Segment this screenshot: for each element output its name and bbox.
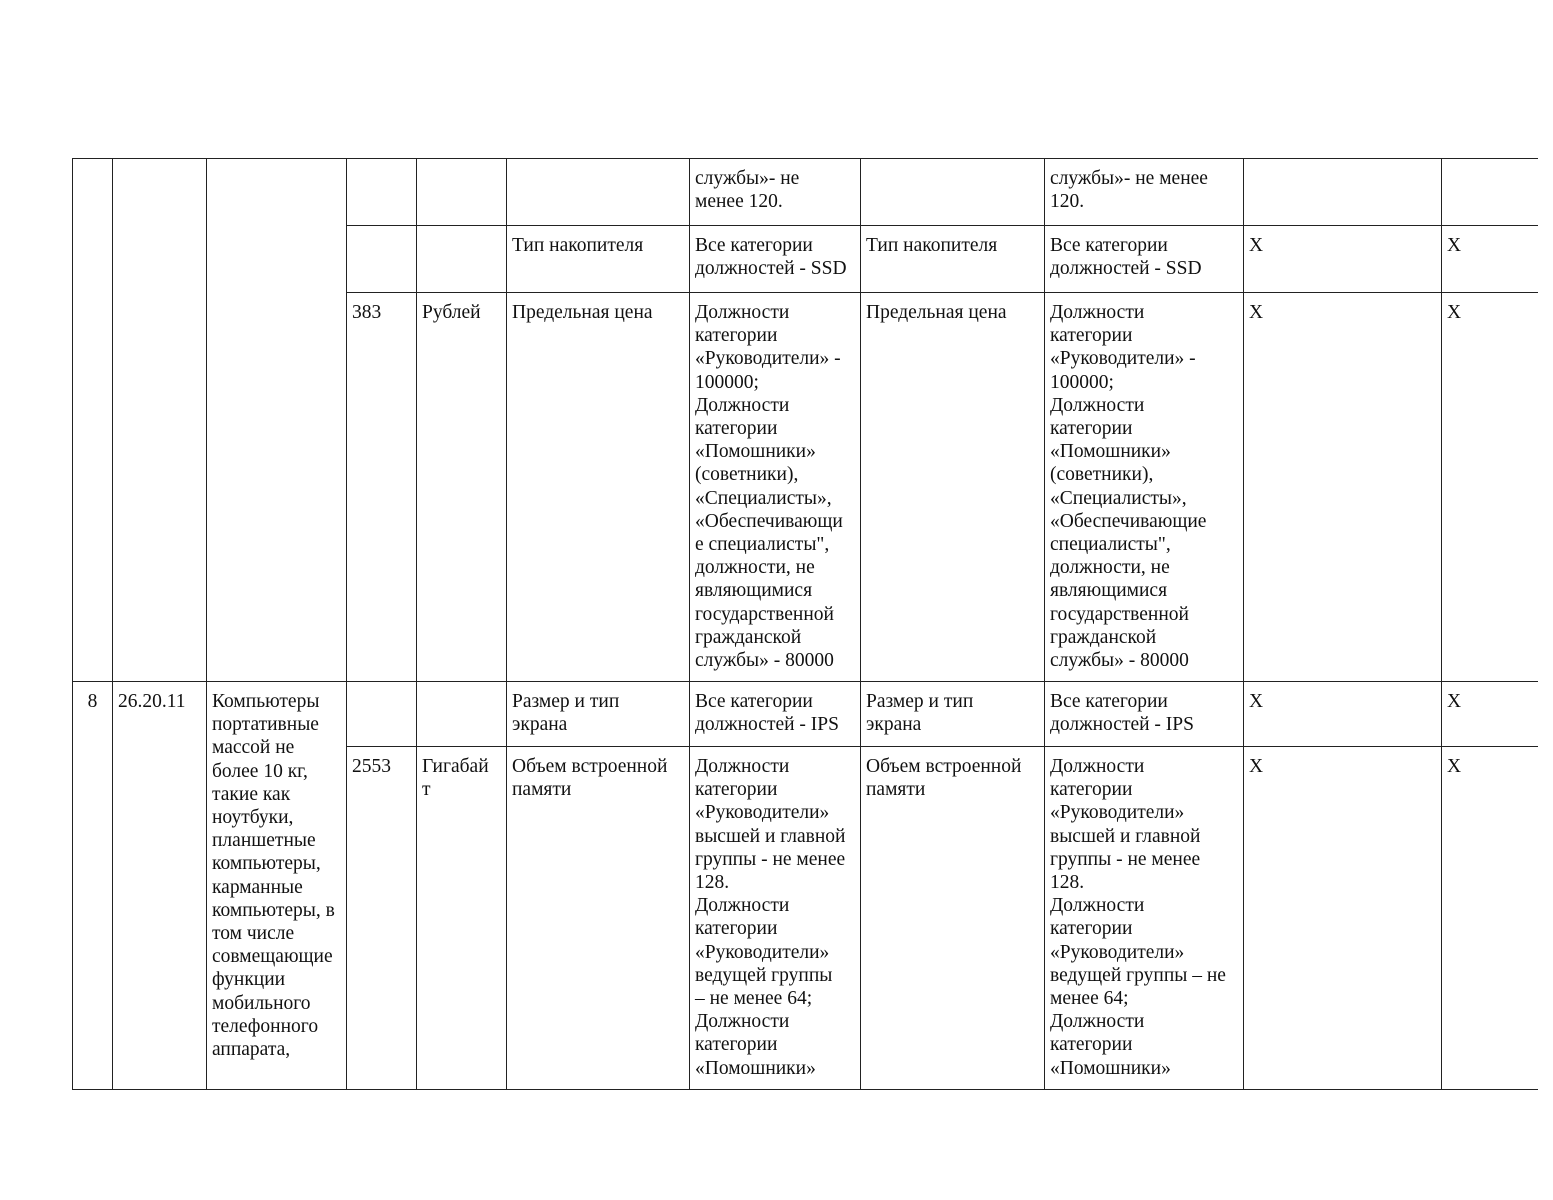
cell-value: Все категории должностей - SSD (690, 226, 861, 293)
cell-value-2: Должности категории «Руководители» - 100000; Должности категории «Помошники» (советники), «Специалисты», «Обеспечивающие специалисты", должности, не являющимися государственной гражданской службы» - 80000 (1045, 293, 1244, 682)
cell-value-2: Все категории должностей - SSD (1045, 226, 1244, 293)
cell-function: X (1442, 293, 1538, 682)
cell-function: X (1442, 682, 1538, 747)
cell-name-empty (207, 159, 347, 682)
cell-characteristic-2: Размер и тип экрана (861, 682, 1045, 747)
cell-characteristic: Объем встроенной памяти (507, 747, 690, 1090)
cell-value: Должности категории «Руководители» - 100000; Должности категории «Помошники» (советники), «Специалисты», «Обеспечивающи е специалисты", должности, не являющимися государственной гражданской службы» - 80000 (690, 293, 861, 682)
cell-characteristic-2: Объем встроенной памяти (861, 747, 1045, 1090)
cell-characteristic-2 (861, 159, 1045, 226)
cell-characteristic: Тип накопителя (507, 226, 690, 293)
cell-value: службы»- не менее 120. (690, 159, 861, 226)
requirements-table (72, 158, 1538, 1090)
cell-code (347, 226, 417, 293)
cell-characteristic: Предельная цена (507, 293, 690, 682)
cell-unit: Рублей (417, 293, 507, 682)
cell-justification (1244, 159, 1442, 226)
cell-index-empty (73, 159, 113, 682)
cell-unit: Гигабай т (417, 747, 507, 1090)
cell-code (347, 682, 417, 747)
table-row (73, 159, 1538, 226)
cell-value-2: Все категории должностей - IPS (1045, 682, 1244, 747)
cell-code: 2553 (347, 747, 417, 1090)
cell-justification: X (1244, 747, 1442, 1090)
cell-characteristic: Размер и тип экрана (507, 682, 690, 747)
cell-value: Все категории должностей - IPS (690, 682, 861, 747)
cell-characteristic (507, 159, 690, 226)
cell-function: X (1442, 226, 1538, 293)
cell-characteristic-2: Предельная цена (861, 293, 1045, 682)
cell-unit (417, 226, 507, 293)
cell-unit (417, 682, 507, 747)
cell-function: X (1442, 747, 1538, 1090)
document-page (72, 158, 1537, 1098)
cell-value: Должности категории «Руководители» высшей и главной группы - не менее 128. Должности категории «Руководители» ведущей группы – не менее 64; Должности категории «Помошники» (690, 747, 861, 1090)
cell-value-2: службы»- не менее 120. (1045, 159, 1244, 226)
cell-index: 8 (73, 682, 113, 1090)
cell-code (347, 159, 417, 226)
cell-justification: X (1244, 293, 1442, 682)
cell-justification: X (1244, 226, 1442, 293)
cell-justification: X (1244, 682, 1442, 747)
cell-function (1442, 159, 1538, 226)
cell-okpd-empty (113, 159, 207, 682)
cell-item-name: Компьютеры портативные массой не более 10 кг, такие как ноутбуки, планшетные компьютеры, карманные компьютеры, в том числе совмещающие функции мобильного телефонного аппарата, (207, 682, 347, 1090)
cell-value-2: Должности категории «Руководители» высшей и главной группы - не менее 128. Должности категории «Руководители» ведущей группы – не менее 64; Должности категории «Помошники» (1045, 747, 1244, 1090)
cell-okpd-code: 26.20.11 (113, 682, 207, 1090)
cell-unit (417, 159, 507, 226)
cell-characteristic-2: Тип накопителя (861, 226, 1045, 293)
cell-code: 383 (347, 293, 417, 682)
table-row (73, 682, 1538, 747)
